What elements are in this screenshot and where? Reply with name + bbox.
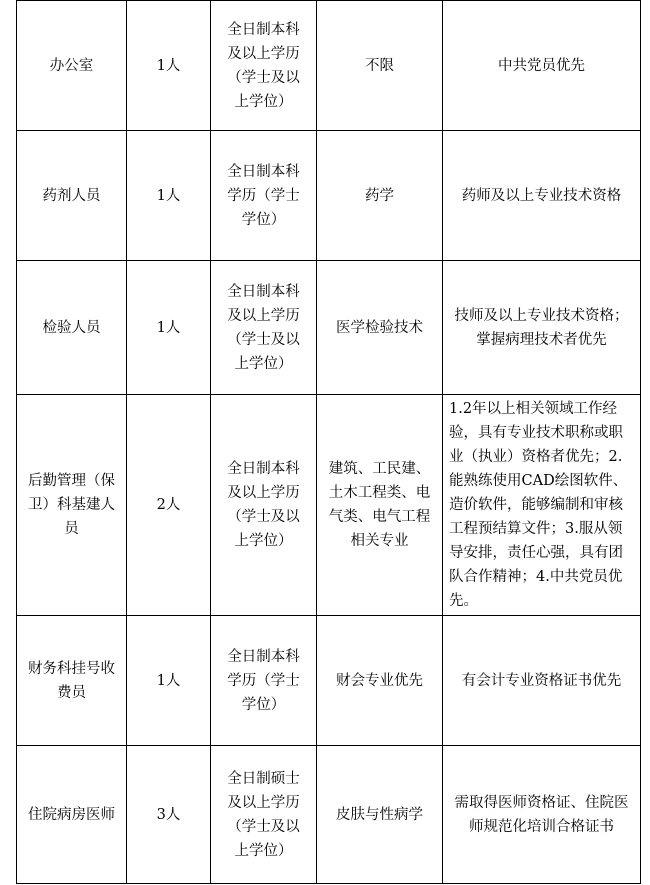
- cell-education: [211, 131, 317, 261]
- cell-education: [211, 746, 317, 884]
- cell-major-line: 医学检验技术: [336, 319, 423, 336]
- cell-position-line: 卫）科基建人: [28, 497, 115, 513]
- cell-position: [17, 131, 127, 261]
- table-row: [17, 395, 641, 616]
- cell-major-line: 气类、电气工程: [328, 509, 431, 525]
- cell-education-line: 学位）: [241, 211, 286, 228]
- cell-requirement-line: 技师及以上专业技术资格；: [454, 307, 629, 324]
- cell-position-line: 财务科挂号收: [28, 660, 115, 677]
- table-row: [17, 1, 641, 131]
- cell-education-line: （学士及以: [227, 69, 300, 86]
- cell-count: 1人: [127, 131, 211, 261]
- cell-education-line: （学士及以: [227, 509, 300, 525]
- cell-position: [17, 616, 127, 746]
- cell-requirement: [443, 616, 641, 746]
- recruitment-table: [16, 0, 641, 884]
- cell-education: [211, 1, 317, 131]
- cell-major: [317, 1, 443, 131]
- cell-major: [317, 395, 443, 616]
- cell-requirement-line: 能熟练使用CAD绘图软件、: [449, 473, 628, 489]
- cell-education-line: 全日制本科: [227, 461, 300, 477]
- cell-count: 3人: [127, 746, 211, 884]
- table-row: [17, 616, 641, 746]
- cell-education-line: 全日制本科: [227, 648, 300, 665]
- cell-major-line: 土木工程类、电: [328, 485, 431, 501]
- cell-education-line: 上学位）: [234, 355, 293, 372]
- table-row: [17, 131, 641, 261]
- cell-major-line: 财会专业优先: [336, 672, 423, 689]
- cell-education-line: 全日制本科: [227, 163, 300, 180]
- table-body: [17, 1, 641, 884]
- cell-education: [211, 395, 317, 616]
- cell-requirement-line: 工程预结算文件；3.服从领: [449, 521, 623, 537]
- cell-requirement-line: 师规范化培训合格证书: [469, 818, 614, 835]
- cell-position: [17, 261, 127, 395]
- cell-education-line: （学士及以: [227, 331, 300, 348]
- cell-position-line: 药剂人员: [42, 187, 101, 204]
- cell-position: [17, 395, 127, 616]
- cell-education-line: 及以上学历: [227, 307, 300, 324]
- cell-education-line: 学位）: [241, 696, 286, 713]
- cell-count: 2人: [127, 395, 211, 616]
- cell-position-line: 办公室: [49, 57, 94, 74]
- cell-requirement: [443, 1, 641, 131]
- cell-requirement-line: 验，具有专业技术职称或职: [449, 425, 623, 441]
- cell-count: 1人: [127, 1, 211, 131]
- cell-position-line: 费员: [57, 684, 86, 701]
- cell-requirement-line: 导安排，责任心强，具有团: [449, 545, 623, 561]
- cell-major-line: 相关专业: [350, 533, 409, 549]
- cell-education: [211, 261, 317, 395]
- cell-requirement-line: 有会计专业资格证书优先: [461, 672, 622, 689]
- cell-education-line: 及以上学历: [227, 45, 300, 62]
- cell-education-line: 及以上学历: [227, 794, 300, 811]
- cell-position: [17, 746, 127, 884]
- cell-education-line: （学士及以: [227, 818, 300, 835]
- cell-requirement-line: 掌握病理技术者优先: [476, 331, 607, 348]
- cell-education-line: 全日制本科: [227, 21, 300, 38]
- cell-requirement: [443, 261, 641, 395]
- cell-education-line: 及以上学历: [227, 485, 300, 501]
- cell-education-line: 上学位）: [234, 842, 293, 859]
- cell-requirement-line: 药师及以上专业技术资格: [461, 187, 622, 204]
- cell-requirement-line: 业（执业）资格者优先；2.: [449, 449, 623, 465]
- cell-education-line: 上学位）: [234, 533, 293, 549]
- cell-requirement: [443, 746, 641, 884]
- cell-count: 1人: [127, 616, 211, 746]
- cell-education: [211, 616, 317, 746]
- table-row: [17, 746, 641, 884]
- cell-requirement-line: 造价软件，能够编制和审核: [449, 497, 623, 513]
- cell-position-line: 员: [64, 521, 79, 537]
- table-row: [17, 261, 641, 395]
- cell-major-line: 建筑、工民建、: [328, 461, 431, 477]
- cell-education-line: 上学位）: [234, 93, 293, 110]
- cell-position-line: 住院病房医师: [28, 806, 115, 823]
- cell-education-line: 全日制本科: [227, 283, 300, 300]
- cell-major-line: 皮肤与性病学: [336, 806, 423, 823]
- cell-requirement: [443, 131, 641, 261]
- cell-requirement-line: 先。: [449, 593, 478, 609]
- cell-position: [17, 1, 127, 131]
- cell-major: [317, 616, 443, 746]
- cell-position-line: 检验人员: [42, 319, 101, 336]
- cell-requirement-line: 需取得医师资格证、住院医: [454, 794, 629, 811]
- cell-major: [317, 131, 443, 261]
- cell-requirement: [443, 395, 641, 616]
- cell-major-line: 药学: [365, 187, 394, 204]
- cell-requirement-line: 中共党员优先: [498, 57, 585, 74]
- cell-major-line: 不限: [365, 57, 394, 74]
- cell-major: [317, 261, 443, 395]
- cell-major: [317, 746, 443, 884]
- cell-education-line: 全日制硕士: [227, 770, 300, 787]
- cell-requirement-line: 1.2年以上相关领域工作经: [449, 401, 618, 417]
- cell-position-line: 后勤管理（保: [28, 473, 115, 489]
- cell-education-line: 学历（学士: [227, 672, 300, 689]
- cell-education-line: 学历（学士: [227, 187, 300, 204]
- cell-requirement-line: 队合作精神；4.中共党员优: [449, 569, 623, 585]
- cell-count: 1人: [127, 261, 211, 395]
